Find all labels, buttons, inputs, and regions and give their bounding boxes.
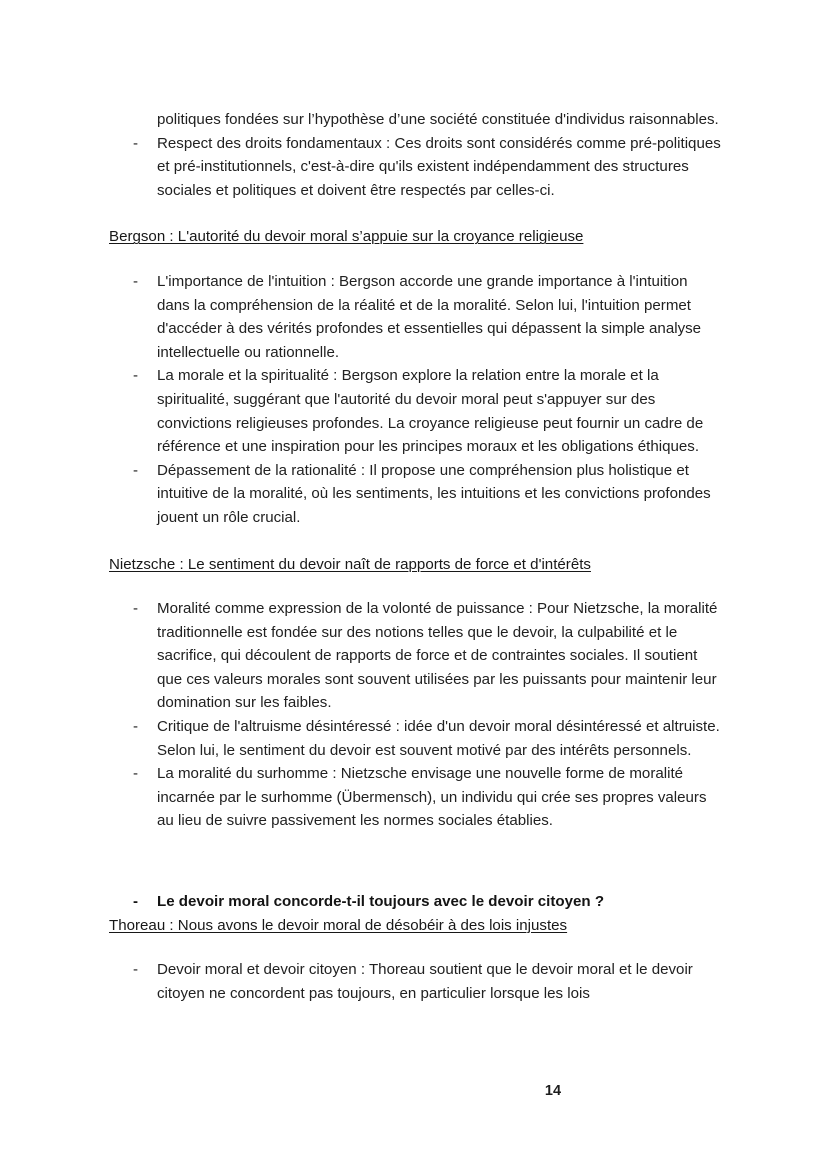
question-heading-text: Le devoir moral concorde-t-il toujours avec le devoir citoyen ? xyxy=(157,893,605,911)
spacer xyxy=(109,249,723,270)
bullet-dash-icon: - xyxy=(133,600,139,618)
continuation-paragraph: politiques fondées sur l’hypothèse d’une société constituée d'individus raisonnables. xyxy=(157,111,719,128)
list-item xyxy=(133,270,723,364)
list-item-text: L'importance de l'intuition : Bergson accorde une grande importance à l'intuition dans la compréhension de la réalité et de la moralité. Selon lui, l'intuition permet d'accéder à des vérités profondes et essentielles qui dépassent la simple analyse intellectuelle ou rationnelle. xyxy=(157,272,702,361)
section-heading-thoreau: Thoreau : Nous avons le devoir moral de désobéir à des lois injustes xyxy=(109,916,568,934)
list-item-text: Critique de l'altruisme désintéressé : idée d'un devoir moral désintéressé et altruiste. Selon lui, le sentiment du devoir est souvent motivé par des intérêts personnels. xyxy=(157,718,720,759)
page-number: 14 xyxy=(544,1083,562,1099)
bullet-dash-icon: - xyxy=(133,893,139,911)
question-heading xyxy=(133,890,723,914)
bullet-dash-icon: - xyxy=(133,765,139,783)
bullet-dash-icon: - xyxy=(133,461,139,479)
bullet-dash-icon: - xyxy=(133,272,139,290)
bullet-dash-icon: - xyxy=(133,367,139,385)
list-item-text: La moralité du surhomme : Nietzsche envisage une nouvelle forme de moralité incarnée par le surhomme (Übermensch), un individu qui crée ses propres valeurs au lieu de suivre passivement les normes sociales établies. xyxy=(157,765,707,830)
list-item xyxy=(133,459,723,530)
list-item-text: La morale et la spiritualité : Bergson explore la relation entre la morale et la spiritualité, suggérant que l'autorité du devoir moral peut s'appuyer sur des convictions religieuses profondes. La croyance religieuse peut fournir un cadre de référence et une inspiration pour les principes moraux et les obligations éthiques. xyxy=(157,367,704,456)
spacer xyxy=(109,937,723,958)
top-bullet-list xyxy=(109,132,723,203)
bullet-dash-icon: - xyxy=(133,134,139,152)
list-item-text: Dépassement de la rationalité : Il propose une compréhension plus holistique et intuitive de la moralité, où les sentiments, les intuitions et les convictions profondes jouent un rôle crucial. xyxy=(157,461,711,526)
spacer xyxy=(109,576,723,597)
list-item-text: Moralité comme expression de la volonté de puissance : Pour Nietzsche, la moralité traditionnelle est fondée sur des notions telles que le devoir, la culpabilité et le sacrifice, qui découlent de rapports de force et de contraintes sociales. Il soutient que ces valeurs morales sont souvent utilisées par les puissants pour maintenir leur domination sur les faibles. xyxy=(157,600,718,712)
spacer xyxy=(109,202,723,225)
bullet-dash-icon: - xyxy=(133,718,139,736)
list-item xyxy=(133,958,723,1005)
spacer xyxy=(109,833,723,890)
list-item xyxy=(133,715,723,762)
list-item-text: Respect des droits fondamentaux : Ces droits sont considérés comme pré-politiques et pré-institutionnels, c'est-à-dire qu'ils existent indépendamment des structures sociales et politiques et doivent être respectés par celles-ci. xyxy=(157,134,721,199)
spacer xyxy=(109,530,723,553)
section-heading-nietzsche: Nietzsche : Le sentiment du devoir naît de rapports de force et d'intérêts xyxy=(109,555,591,573)
bullet-dash-icon: - xyxy=(133,961,139,979)
page-content xyxy=(109,108,723,1005)
list-item-text: Devoir moral et devoir citoyen : Thoreau soutient que le devoir moral et le devoir citoyen ne concordent pas toujours, en particulier lorsque les lois xyxy=(157,961,693,1002)
thoreau-bullet-list xyxy=(109,958,723,1005)
list-item xyxy=(133,364,723,458)
list-item xyxy=(133,597,723,715)
list-item xyxy=(133,762,723,833)
list-item xyxy=(133,132,723,203)
section-heading-bergson: Bergson : L'autorité du devoir moral s’appuie sur la croyance religieuse xyxy=(109,228,584,246)
nietzsche-bullet-list xyxy=(109,597,723,833)
bergson-bullet-list xyxy=(109,270,723,530)
